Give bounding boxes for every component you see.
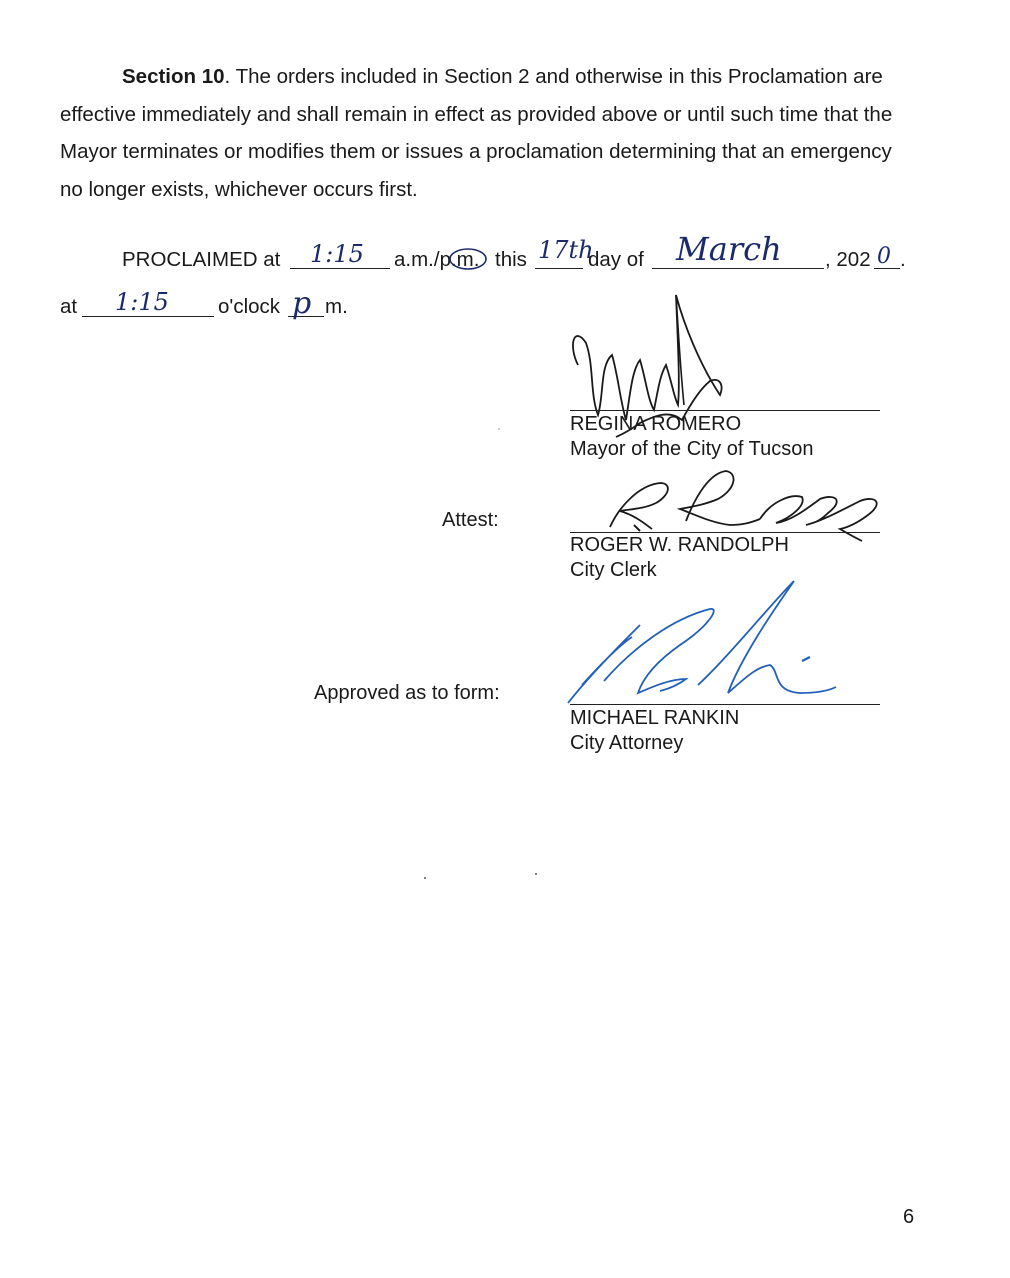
attorney-name: MICHAEL RANKIN (570, 707, 740, 729)
scan-speck (498, 428, 500, 430)
clerk-signature (600, 465, 890, 545)
mayor-signature-line (570, 410, 880, 411)
m-label: m. (325, 295, 348, 318)
handwritten-day: 17th (538, 236, 594, 264)
clerk-name: ROGER W. RANDOLPH (570, 534, 789, 556)
scan-speck (535, 873, 537, 875)
mayor-name: REGINA ROMERO (570, 413, 742, 435)
attorney-signature-line (570, 704, 880, 705)
scan-speck (424, 877, 426, 879)
approved-as-to-form-label: Approved as to form: (314, 682, 500, 704)
clerk-signature-line (570, 532, 880, 533)
attest-label: Attest: (442, 509, 499, 531)
handwritten-year-digit: 0 (877, 244, 891, 269)
section-body: . The orders included in Section 2 and otherwise in this Proclamation are effective immediately and shall remain in effect as provided above or until such time that the Mayor terminates or modifies them or issues a proclamation determining that an emergency no longer exists, whichever occurs first. (60, 65, 893, 201)
handwritten-at-time: 1:15 (115, 288, 169, 316)
this-label: this (495, 248, 527, 271)
attorney-signature (560, 575, 850, 715)
at-label: at (60, 295, 78, 318)
handwritten-p: p (292, 286, 312, 321)
oclock-label: o'clock (218, 295, 281, 318)
day-blank (535, 268, 583, 269)
handwritten-time: 1:15 (310, 240, 364, 268)
proclaimed-at-label: PROCLAIMED at (122, 248, 281, 271)
year-prefix: , 202 (825, 248, 871, 271)
handwritten-month: March (676, 230, 782, 268)
page-number: 6 (903, 1206, 915, 1228)
clerk-title: City Clerk (570, 559, 657, 581)
day-of-label: day of (588, 248, 644, 271)
section-10-paragraph (60, 58, 920, 208)
attorney-title: City Attorney (570, 732, 684, 754)
at-time-blank (82, 316, 214, 317)
month-blank (652, 268, 824, 269)
pm-circle-mark (446, 244, 490, 272)
mayor-title: Mayor of the City of Tucson (570, 438, 814, 460)
ampm-label: a.m./p.m. (394, 248, 480, 271)
time-blank (290, 268, 390, 269)
section-heading: Section 10 (122, 65, 225, 88)
year-suffix: . (900, 248, 906, 271)
